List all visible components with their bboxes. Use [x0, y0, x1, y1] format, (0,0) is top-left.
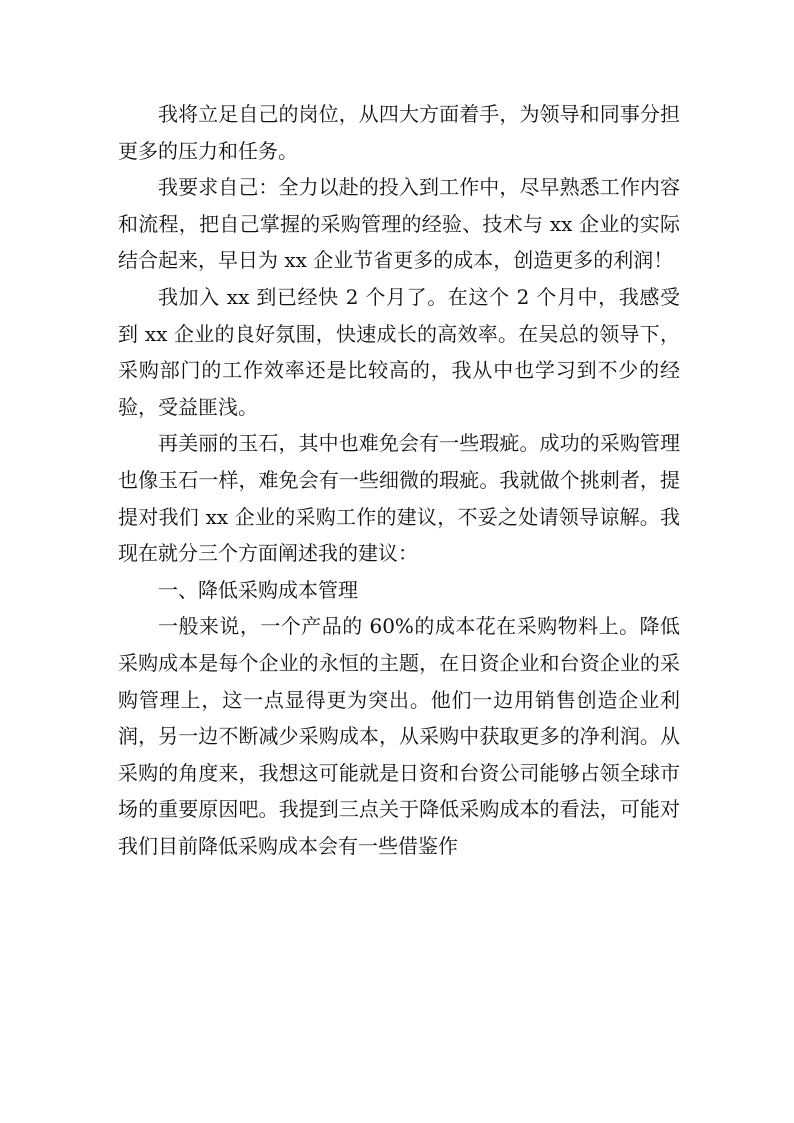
paragraph-4: 再美丽的玉石，其中也难免会有一些瑕疵。成功的采购管理也像玉石一样，难免会有一些细微的瑕疵。我就做个挑刺者，提提对我们 xx 企业的采购工作的建议，不妥之处请领导谅解。我现在就分三个方面阐述我的建议： — [118, 431, 680, 566]
paragraph-2: 我要求自己：全力以赴的投入到工作中，尽早熟悉工作内容和流程，把自己掌握的采购管理的经验、技术与 xx 企业的实际结合起来，早日为 xx 企业节省更多的成本，创造更多的利润！ — [118, 175, 680, 273]
paragraph-3: 我加入 xx 到已经快 2 个月了。在这个 2 个月中，我感受到 xx 企业的良好氛围，快速成长的高效率。在吴总的领导下，采购部门的工作效率还是比较高的，我从中也学习到不少的经验，受益匪浅。 — [118, 284, 680, 419]
document-body — [118, 96, 680, 864]
section-heading: 一、降低采购成本管理 — [158, 577, 358, 602]
paragraph-1: 我将立足自己的岗位，从四大方面着手，为领导和同事分担更多的压力和任务。 — [118, 102, 680, 163]
paragraph-6: 一般来说，一个产品的 60%的成本花在采购物料上。降低采购成本是每个企业的永恒的主题，在日资企业和台资企业的采购管理上，这一点显得更为突出。他们一边用销售创造企业利润，另一边不断减少采购成本，从采购中获取更多的净利润。从采购的角度来，我想这可能就是日资和台资公司能够占领全球市场的重要原因吧。我提到三点关于降低采购成本的看法，可能对我们目前降低采购成本会有一些借鉴作 — [118, 614, 680, 858]
